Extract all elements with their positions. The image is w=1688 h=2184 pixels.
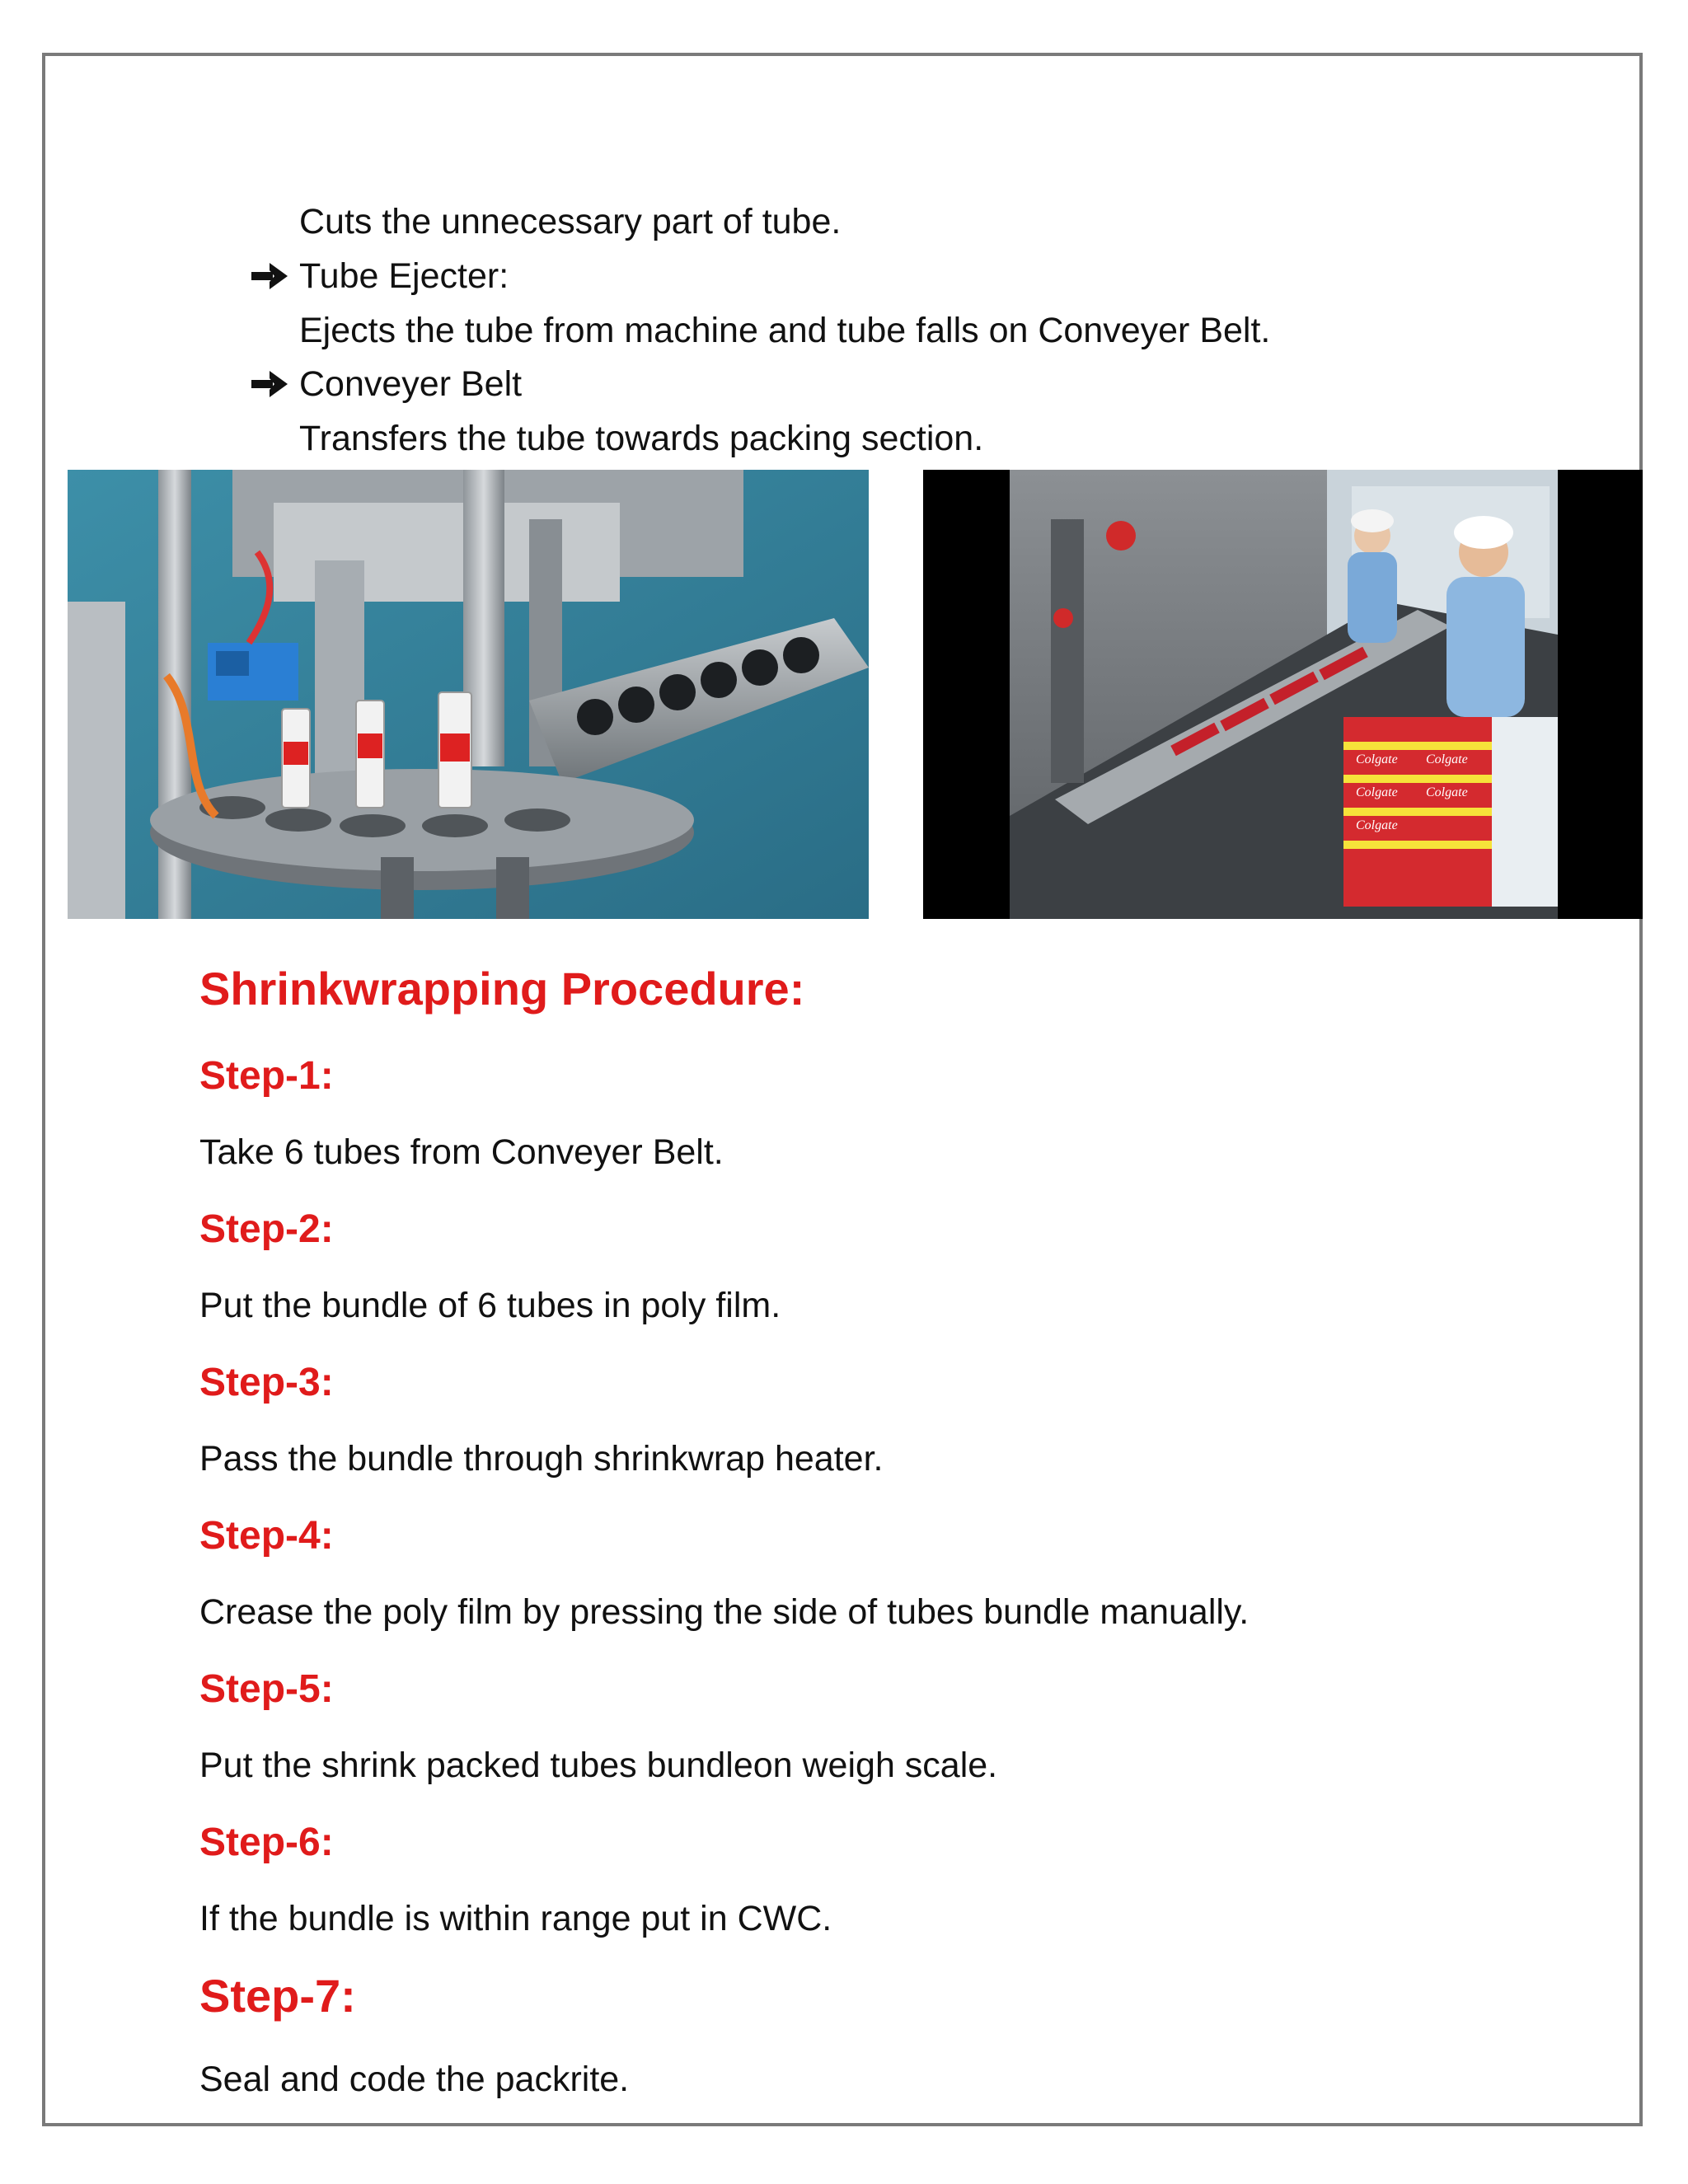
step-6-label: Step-6:	[199, 1821, 334, 1864]
packing-line-photo	[923, 470, 1643, 919]
step-7-text: Seal and code the packrite.	[199, 2060, 630, 2099]
colgate-label: Colgate	[1426, 752, 1468, 766]
colgate-label: Colgate	[1356, 785, 1398, 799]
step-5-text: Put the shrink packed tubes bundleon weigh scale.	[199, 1746, 998, 1785]
step-2-label: Step-2:	[199, 1207, 334, 1251]
tube-ejecter-description: Ejects the tube from machine and tube falls on Conveyer Belt.	[299, 311, 1271, 350]
right-arrow-icon	[250, 368, 289, 401]
colgate-label: Colgate	[1426, 785, 1468, 799]
step-2-text: Put the bundle of 6 tubes in poly film.	[199, 1286, 781, 1325]
step-3-label: Step-3:	[199, 1361, 334, 1404]
step-6-text: If the bundle is within range put in CWC.	[199, 1899, 832, 1938]
tube-filling-machine-photo	[68, 470, 869, 919]
step-3-text: Pass the bundle through shrinkwrap heater.	[199, 1439, 884, 1479]
step-4-text: Crease the poly film by pressing the side of tubes bundle manually.	[199, 1592, 1250, 1632]
right-arrow-icon	[250, 260, 289, 293]
step-1-label: Step-1:	[199, 1054, 334, 1098]
step-5-label: Step-5:	[199, 1667, 334, 1711]
procedure-title: Shrinkwrapping Procedure:	[199, 963, 805, 1015]
step-4-label: Step-4:	[199, 1514, 334, 1558]
tube-ejecter-title: Tube Ejecter:	[299, 256, 509, 296]
colgate-label: Colgate	[1356, 818, 1398, 832]
colgate-label: Colgate	[1356, 752, 1398, 766]
step-7-label: Step-7:	[199, 1970, 356, 2022]
conveyer-belt-title: Conveyer Belt	[299, 364, 523, 404]
bullet-conveyer-belt	[299, 363, 522, 405]
conveyer-belt-description: Transfers the tube towards packing section.	[299, 419, 984, 458]
bullet-tube-ejecter	[299, 255, 509, 297]
step-1-text: Take 6 tubes from Conveyer Belt.	[199, 1132, 724, 1172]
cutter-description: Cuts the unnecessary part of tube.	[299, 202, 842, 241]
